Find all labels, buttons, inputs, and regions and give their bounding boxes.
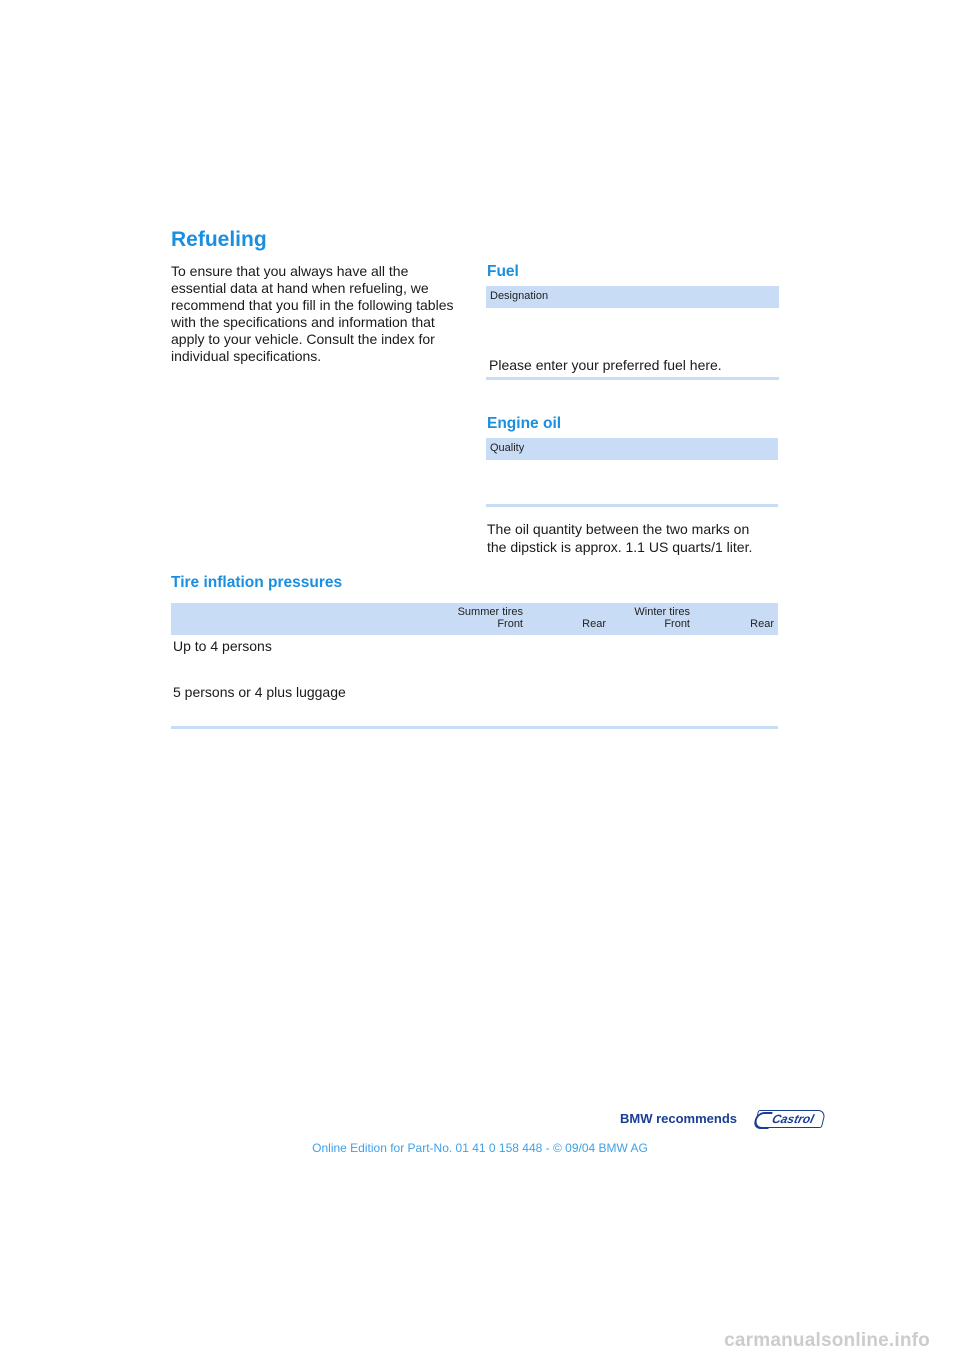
summer-front-label: Front	[497, 618, 523, 630]
winter-rear-label: Rear	[750, 618, 774, 630]
edition-line: Online Edition for Part-No. 01 41 0 158 448 - © 09/04 BMW AG	[312, 1141, 648, 1155]
intro-paragraph: To ensure that you always have all the essential data at hand when refueling, we recommend that you fill in the following tables with the specifications and information that apply to your vehicle. Consult the index for individual specifications.	[171, 263, 454, 364]
tires-header-bar	[171, 603, 778, 635]
engine-oil-heading: Engine oil	[487, 415, 562, 432]
summer-tires-label: Summer tires	[457, 606, 523, 618]
tires-rule	[171, 726, 778, 729]
castrol-logo	[754, 1110, 826, 1128]
engine-oil-quality-label: Quality	[490, 442, 525, 454]
winter-tires-label: Winter tires	[634, 606, 690, 618]
winter-front-label: Front	[664, 618, 690, 630]
fuel-note: Please enter your preferred fuel here.	[489, 357, 722, 373]
summer-rear-label: Rear	[582, 618, 606, 630]
tire-row-label: 5 persons or 4 plus luggage	[173, 684, 346, 700]
fuel-designation-label: Designation	[490, 290, 549, 302]
engine-oil-rule	[486, 504, 778, 507]
fuel-designation-bar	[486, 286, 779, 308]
bmw-recommends-text: BMW recommends	[620, 1111, 738, 1126]
engine-oil-note: The oil quantity between the two marks on the dipstick is approx. 1.1 US quarts/1 liter.	[487, 521, 753, 555]
fuel-heading: Fuel	[487, 263, 519, 280]
engine-oil-quality-bar	[486, 438, 778, 460]
tires-heading: Tire inflation pressures	[171, 574, 343, 591]
tire-row-label: Up to 4 persons	[173, 638, 272, 654]
castrol-logo-text: Castrol	[770, 1112, 816, 1126]
watermark: carmanualsonline.info	[724, 1330, 930, 1351]
fuel-rule	[486, 377, 779, 380]
castrol-swoosh-icon	[753, 1112, 773, 1129]
page-title: Refueling	[171, 228, 267, 251]
